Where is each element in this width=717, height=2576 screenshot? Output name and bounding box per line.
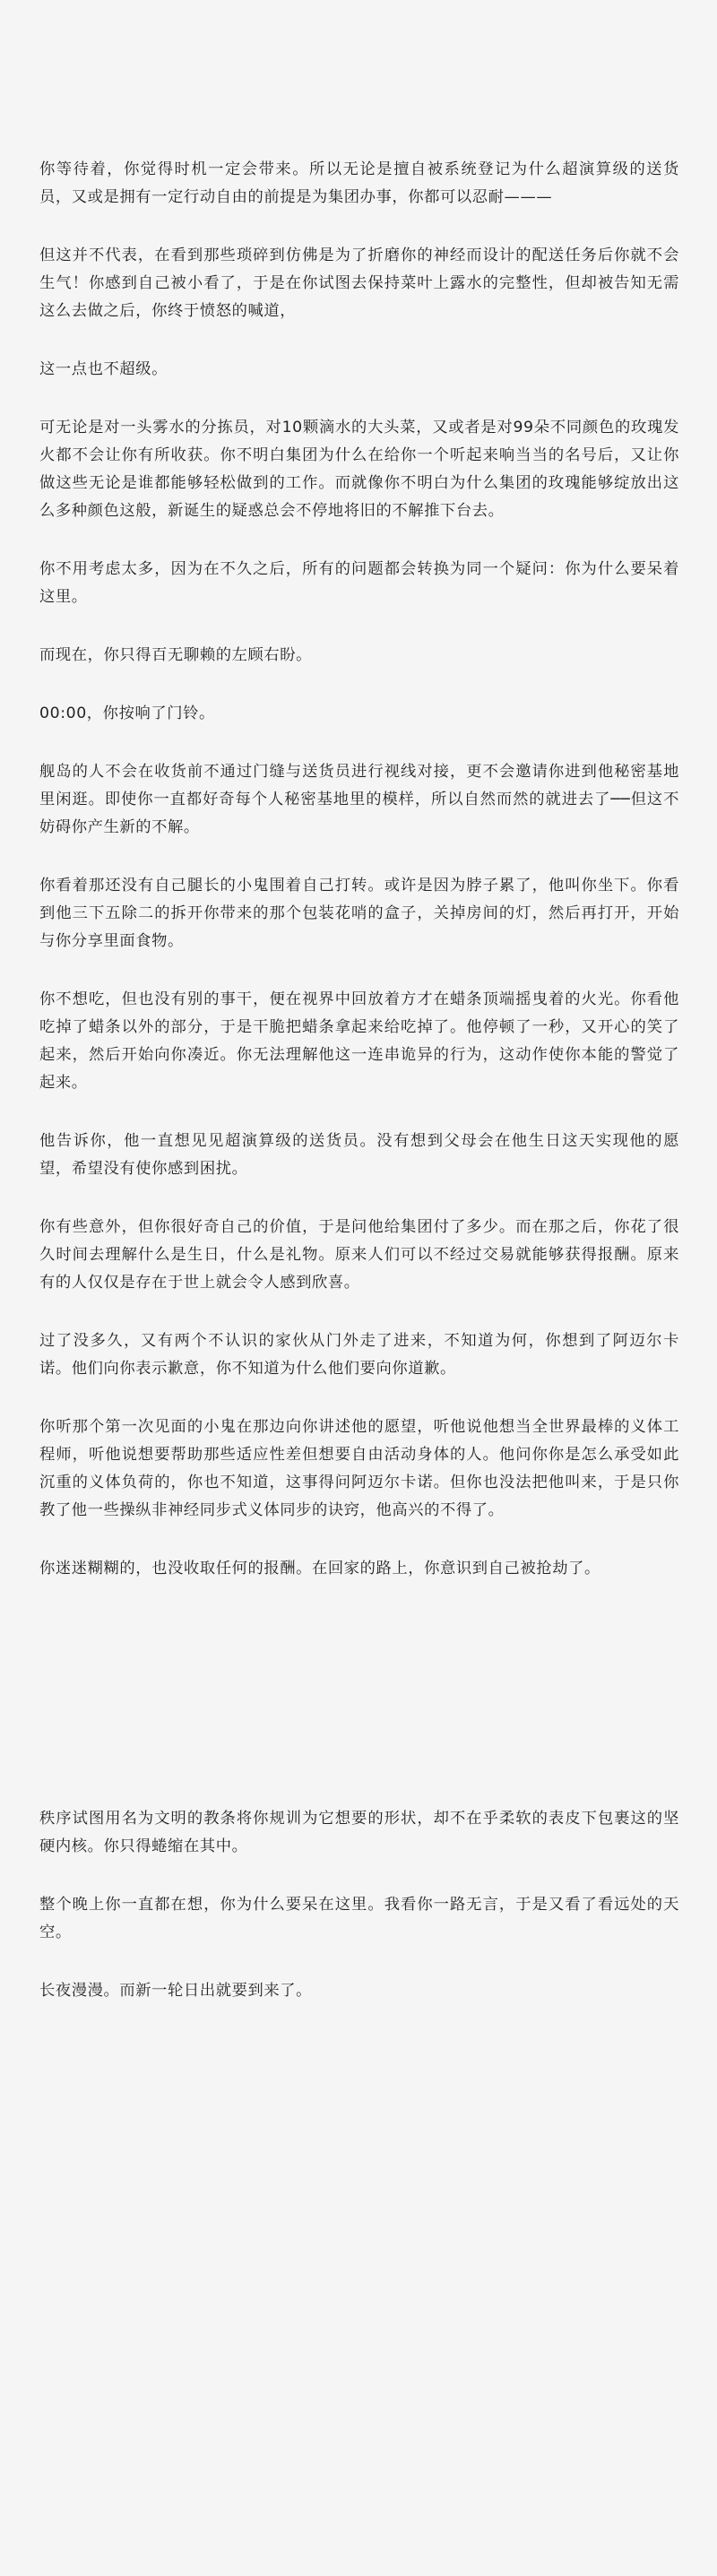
paragraph: 他告诉你，他一直想见见超演算级的送货员。没有想到父母会在他生日这天实现他的愿望，希望没有使你感到困扰。 <box>39 1132 679 1178</box>
paragraph: 00:00，你按响了门铃。 <box>39 705 215 722</box>
section-break <box>39 1613 679 1805</box>
paragraph: 你不用考虑太多，因为在不久之后，所有的问题都会转换为同一个疑问：你为什么要呆着这里。 <box>39 560 679 606</box>
paragraph: 可无论是对一头雾水的分拣员，对10颗滴水的大头菜，又或者是对99朵不同颜色的玫瑰发火都不会让你有所收获。你不明白集团为什么在给你一个听起来响当当的名号后，又让你做这些无论是谁都能够轻松做到的工作。而就像你不明白为什么集团的玫瑰能够绽放出这么多种颜色这般，新诞生的疑惑总会不停地将旧的不解推下台去。 <box>39 419 679 520</box>
paragraph: 你不想吃，但也没有别的事干，便在视界中回放着方才在蜡条顶端摇曳着的火光。你看他吃掉了蜡条以外的部分，于是干脆把蜡条拿起来给吃掉了。他停顿了一秒，又开心的笑了起来，然后开始向你凑近。你无法理解他这一连串诡异的行为，这动作使你本能的警觉了起来。 <box>39 990 679 1092</box>
paragraph: 你有些意外，但你很好奇自己的价值，于是问他给集团付了多少。而在那之后，你花了很久时间去理解什么是生日，什么是礼物。原来人们可以不经过交易就能够获得报酬。原来有的人仅仅是存在于世上就会令人感到欣喜。 <box>39 1218 679 1292</box>
paragraph: 这一点也不超级。 <box>39 360 168 378</box>
paragraph: 秩序试图用名为文明的教条将你规训为它想要的形状，却不在乎柔软的表皮下包裹这的坚硬内核。你只得蜷缩在其中。 <box>39 1810 679 1855</box>
paragraph: 舰岛的人不会在收货前不通过门缝与送货员进行视线对接，更不会邀请你进到他秘密基地里闲逛。即使你一直都好奇每个人秘密基地里的模样，所以自然而然的就进去了──但这不妨碍你产生新的不解。 <box>39 763 679 836</box>
paragraph: 你等待着，你觉得时机一定会带来。所以无论是擅自被系统登记为什么超演算级的送货员，又或是拥有一定行动自由的前提是为集团办事，你都可以忍耐——— <box>39 160 679 206</box>
paragraph: 长夜漫漫。而新一轮日出就要到来了。 <box>39 1982 312 2000</box>
paragraph: 过了没多久，又有两个不认识的家伙从门外走了进来，不知道为何，你想到了阿迈尔卡诺。他们向你表示歉意，你不知道为什么他们要向你道歉。 <box>39 1332 679 1378</box>
paragraph: 但这并不代表，在看到那些琐碎到仿佛是为了折磨你的神经而设计的配送任务后你就不会生气！你感到自己被小看了，于是在你试图去保持菜叶上露水的完整性，但却被告知无需这么去做之后，你终于愤怒的喊道， <box>39 246 679 320</box>
paragraph: 你迷迷糊糊的，也没收取任何的报酬。在回家的路上，你意识到自己被抢劫了。 <box>39 1560 600 1578</box>
paragraph: 而现在，你只得百无聊赖的左顾右盼。 <box>39 646 312 664</box>
paragraph: 你听那个第一次见面的小鬼在那边向你讲述他的愿望，听他说他想当全世界最棒的义体工程师，听他说想要帮助那些适应性差但想要自由活动身体的人。他问你你是怎么承受如此沉重的义体负荷的，你也不知道，这事得问阿迈尔卡诺。但你也没法把他叫来，于是只你教了他一些操纵非神经同步式义体同步的诀窍，他高兴的不得了。 <box>39 1418 679 1519</box>
paragraph: 你看着那还没有自己腿长的小鬼围着自己打转。或许是因为脖子累了，他叫你坐下。你看到他三下五除二的拆开你带来的那个包装花哨的盒子，关掉房间的灯，然后再打开，开始与你分享里面食物。 <box>39 877 679 950</box>
paragraph: 整个晚上你一直都在想，你为什么要呆在这里。我看你一路无言，于是又看了看远处的天空。 <box>39 1896 679 1941</box>
